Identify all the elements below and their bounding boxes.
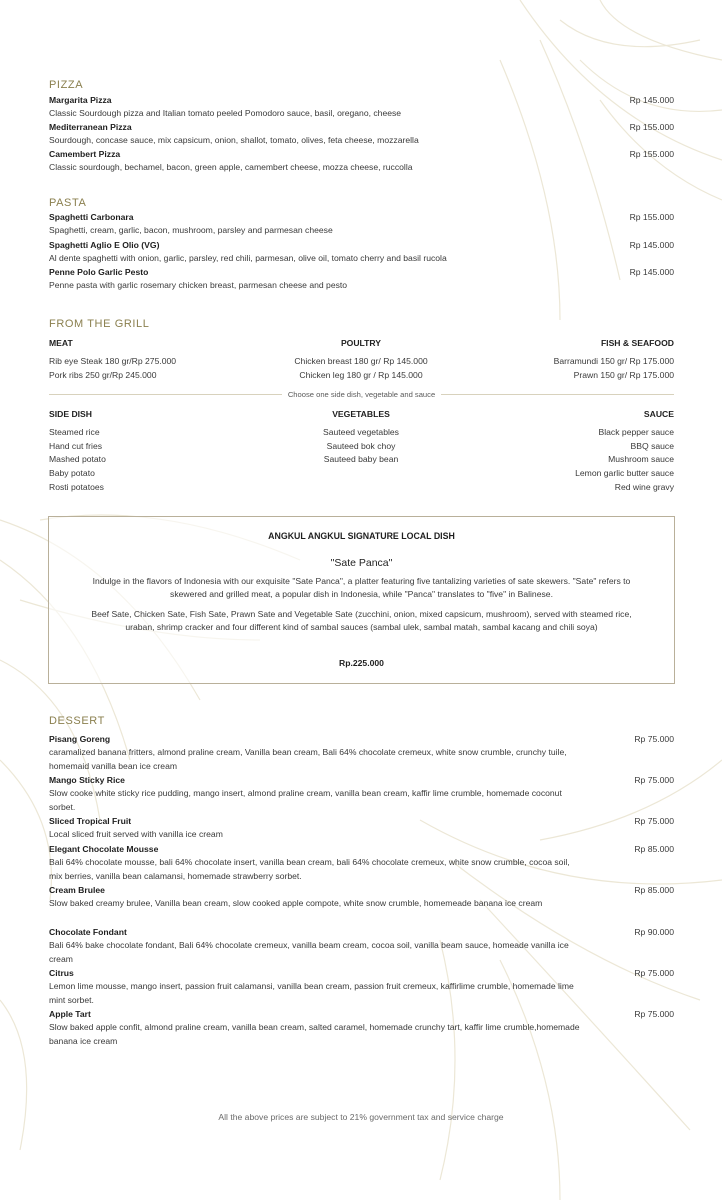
menu-item — [49, 94, 674, 121]
grill-line: Baby potato — [49, 468, 95, 479]
item-desc: Penne pasta with garlic rosemary chicken breast, parmesan cheese and pesto — [49, 280, 348, 290]
divider-line — [49, 394, 282, 395]
menu-item — [49, 884, 674, 911]
grill-line: Steamed rice — [49, 426, 100, 437]
grill-line: Mashed potato — [49, 454, 106, 465]
grill-column-meat — [49, 337, 249, 382]
item-price: Rp 85.000 — [634, 885, 674, 895]
item-name: Penne Polo Garlic Pesto — [49, 267, 149, 277]
menu-item — [49, 121, 674, 148]
item-name: Margarita Pizza — [49, 95, 112, 105]
item-desc: Lemon lime mousse, mango insert, passion fruit calamansi, vanilla bean cream, passion fruit cremeux, kaffirlime crumble, homemade lime mint sorbet. — [49, 981, 574, 1005]
item-desc: Bali 64% chocolate mousse, bali 64% chocolate insert, vanilla bean cream, bali 64% chocolate cremeux, white snow crumble, cocoa soil, mix berries, vanilla bean calamansi, homemade strawberry sorbet. — [49, 857, 570, 881]
item-price: Rp 145.000 — [629, 240, 674, 250]
grill-line: Hand cut fries — [49, 440, 103, 451]
item-name: Camembert Pizza — [49, 149, 121, 159]
item-price: Rp 75.000 — [634, 816, 674, 826]
signature-dish-box — [48, 516, 675, 684]
grill-column-side-dish — [49, 408, 249, 495]
signature-intro: Indulge in the flavors of Indonesia with our exquisite "Sate Panca", a platter featuring five tantalizing varieties of sate skewers. "Sate" refers to skewered and grilled meat, a popular dish in Indonesia, while "Panca" translates to "five" in Balinese. — [92, 576, 631, 599]
choose-divider — [49, 388, 674, 400]
item-price: Rp 75.000 — [634, 968, 674, 978]
signature-price: Rp.225.000 — [339, 658, 384, 668]
item-price: Rp 155.000 — [629, 149, 674, 159]
item-desc: Slow baked apple confit, almond praline cream, vanilla bean cream, salted caramel, homemade crunchy tart, kaffir lime crumble,homemade banana ice cream — [49, 1022, 580, 1046]
column-head: MEAT — [49, 338, 73, 348]
column-head: SAUCE — [643, 409, 674, 419]
item-price: Rp 90.000 — [634, 927, 674, 937]
menu-item — [49, 266, 674, 293]
grill-line: Prawn 150 gr/ Rp 175.000 — [573, 369, 674, 380]
item-name: Apple Tart — [49, 1009, 91, 1019]
item-desc: Slow baked creamy brulee, Vanilla bean cream, slow cooked apple compote, white snow crumble, homemeade banana ice cream — [49, 898, 543, 908]
grill-line: Sauteed vegetables — [323, 426, 399, 437]
item-desc: Bali 64% bake chocolate fondant, Bali 64% chocolate cremeux, vanilla beam cream, cocoa soil, vanilla beam sauce, homeade vanilla ice cream — [49, 940, 569, 964]
grill-line: Red wine gravy — [614, 481, 674, 492]
grill-line: Rosti potatoes — [49, 481, 104, 492]
menu-item — [49, 211, 674, 238]
menu-item — [49, 733, 674, 774]
item-name: Spaghetti Aglio E Olio (VG) — [49, 240, 160, 250]
item-name: Pisang Goreng — [49, 734, 111, 744]
grill-line: Barramundi 150 gr/ Rp 175.000 — [553, 355, 674, 366]
item-name: Mediterranean Pizza — [49, 122, 132, 132]
grill-line: BBQ sauce — [630, 440, 674, 451]
item-desc: Classic Sourdough pizza and Italian tomato peeled Pomodoro sauce, basil, oregano, cheese — [49, 108, 402, 118]
grill-column-sauce — [474, 408, 674, 495]
signature-details: Beef Sate, Chicken Sate, Fish Sate, Prawn Sate and Vegetable Sate (zucchini, onion, mixed capsicum, mushroom), served with steamed rice, uraban, shrimp cracker and four different kind of sambal sauces (sambal ulek, sambal matah, sambal kacang and chili soya) — [91, 609, 632, 632]
item-desc: Sourdough, concase sauce, mix capsicum, onion, shallot, tomato, olives, feta cheese, mozzarella — [49, 135, 419, 145]
item-price: Rp 85.000 — [634, 844, 674, 854]
grill-line: Sauteed baby bean — [323, 454, 399, 465]
item-name: Spaghetti Carbonara — [49, 212, 134, 222]
item-desc: Classic sourdough, bechamel, bacon, green apple, camembert cheese, mozza cheese, ruccolla — [49, 162, 413, 172]
item-price: Rp 145.000 — [629, 95, 674, 105]
grill-line: Chicken leg 180 gr / Rp 145.000 — [299, 369, 423, 380]
column-head: VEGETABLES — [332, 409, 390, 419]
grill-line: Pork ribs 250 gr/Rp 245.000 — [49, 369, 157, 380]
menu-item — [49, 239, 674, 266]
signature-title: ANGKUL ANGKUL SIGNATURE LOCAL DISH — [268, 531, 455, 541]
item-name: Elegant Chocolate Mousse — [49, 844, 159, 854]
grill-line: Mushroom sauce — [608, 454, 674, 465]
menu-item — [49, 1008, 674, 1049]
grill-line: Sauteed bok choy — [326, 440, 396, 451]
menu-item — [49, 926, 674, 967]
menu-item — [49, 967, 674, 1008]
grill-column-vegetables — [261, 408, 461, 467]
menu-item — [49, 843, 674, 884]
grill-line: Black pepper sauce — [598, 426, 674, 437]
section-title-pasta: PASTA — [49, 197, 87, 209]
grill-column-poultry — [261, 337, 461, 382]
section-title-pizza: PIZZA — [49, 79, 84, 91]
grill-column-fish — [474, 337, 674, 382]
column-head: FISH & SEAFOOD — [600, 338, 674, 348]
item-desc: caramalized banana fritters, almond praline cream, Vanilla bean cream, Bali 64% chocolate cremeux, white snow crumble, crunchy tuile, homemaid vanilla bean ice cream — [49, 747, 567, 771]
item-name: Sliced Tropical Fruit — [49, 816, 132, 826]
item-price: Rp 75.000 — [634, 1009, 674, 1019]
item-price: Rp 155.000 — [629, 212, 674, 222]
column-head: POULTRY — [340, 338, 382, 348]
section-title-dessert: DESSERT — [49, 715, 105, 727]
menu-item — [49, 815, 674, 842]
item-desc: Slow cooke white sticky rice pudding, mango insert, almond praline cream, vanilla bean cream, kaffir lime crumble, homemade coconut sorbet. — [49, 788, 562, 812]
signature-dish-name: "Sate Panca" — [330, 557, 393, 569]
item-desc: Local sliced fruit served with vanilla ice cream — [49, 829, 223, 839]
choose-note: Choose one side dish, vegetable and sauce — [287, 389, 436, 399]
column-head: SIDE DISH — [49, 409, 92, 419]
item-name: Mango Sticky Rice — [49, 775, 125, 785]
item-price: Rp 145.000 — [629, 267, 674, 277]
item-price: Rp 155.000 — [629, 122, 674, 132]
grill-line: Lemon garlic butter sauce — [575, 468, 674, 479]
item-name: Citrus — [49, 968, 74, 978]
item-price: Rp 75.000 — [634, 734, 674, 744]
menu-item — [49, 148, 674, 175]
menu-item — [49, 774, 674, 815]
item-name: Chocolate Fondant — [49, 927, 127, 937]
tax-footnote: All the above prices are subject to 21% government tax and service charge — [218, 1112, 504, 1122]
item-desc: Al dente spaghetti with onion, garlic, parsley, red chili, parmesan, olive oil, tomato cherry and basil rucola — [49, 253, 447, 263]
item-desc: Spaghetti, cream, garlic, bacon, mushroom, parsley and parmesan cheese — [49, 225, 333, 235]
grill-line: Chicken breast 180 gr/ Rp 145.000 — [294, 355, 428, 366]
item-name: Cream Brulee — [49, 885, 105, 895]
section-title-grill: FROM THE GRILL — [49, 318, 150, 330]
item-price: Rp 75.000 — [634, 775, 674, 785]
grill-line: Rib eye Steak 180 gr/Rp 275.000 — [49, 355, 177, 366]
divider-line — [441, 394, 674, 395]
